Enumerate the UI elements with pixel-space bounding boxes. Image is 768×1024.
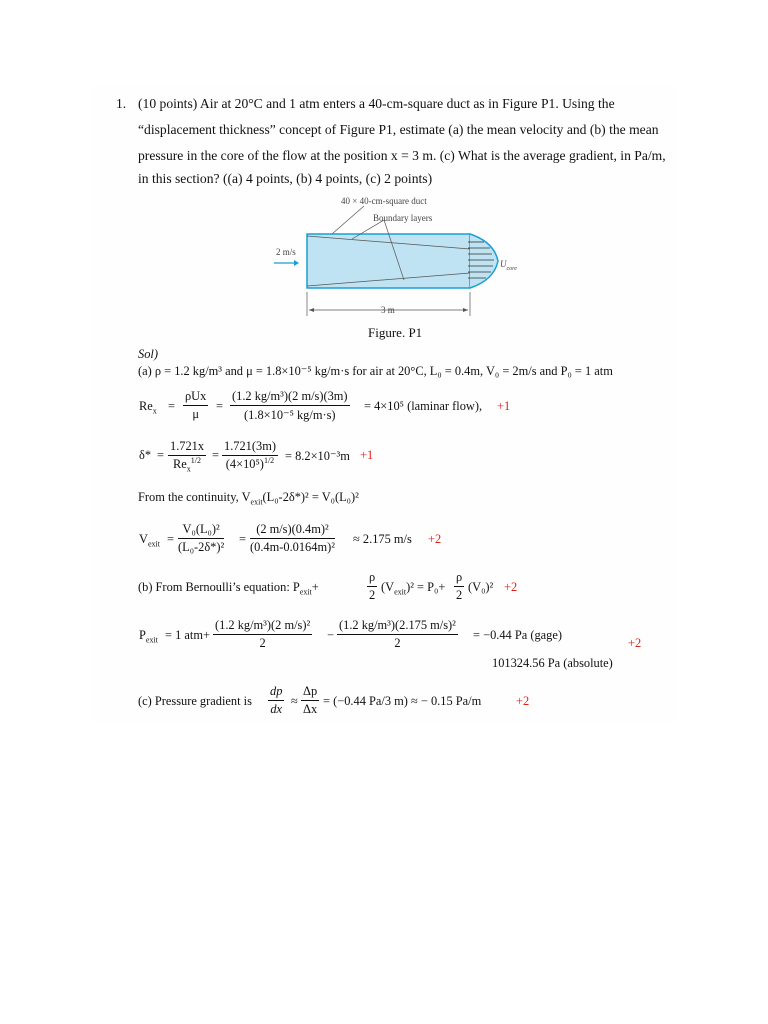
gradient-label: (c) Pressure gradient is xyxy=(138,694,252,708)
pexit-fraction-1: $\frac{\text{(1.2 kg/m³)(2 m/s)²}}{2}$ xyxy=(215,618,311,650)
delta-fraction-1: 1.721x $Re_x^{1/2}$ xyxy=(170,439,205,474)
delta-points: +1 xyxy=(360,448,374,462)
inlet-velocity-label: 2 m/s xyxy=(276,247,296,257)
delta-fraction-2: $\frac{1.721(3m)}{(4\times 10^5)^{1/2}}$ xyxy=(224,439,276,471)
duct-label: 40 × 40-cm-square duct xyxy=(341,196,427,206)
re-symbol: Re xyxy=(139,399,153,413)
re-points: +1 xyxy=(497,399,511,413)
bernoulli-rho-half-1: $\frac{\rho}{2}$ xyxy=(368,570,376,602)
continuity-line: From the continuity, $V_{exit}(L_0-2\delta*)^2 = V_0(L_0)^2$ xyxy=(138,490,359,507)
core-velocity-label: U xyxy=(500,259,507,269)
pexit-points: +2 xyxy=(628,636,642,650)
delta-result: = 8.2×10⁻³m xyxy=(285,449,350,463)
vexit-result: ≈ 2.175 m/s xyxy=(353,532,412,546)
duct-figure xyxy=(272,192,534,320)
pexit-result: = −0.44 Pa (gage) xyxy=(473,628,562,642)
vexit-fraction-1: $\frac{\text{V₀(L₀)²}}{\text{(L₀-2δ*)²}}$ xyxy=(178,522,225,554)
gradient-fraction-1: $\frac{dp}{dx}$ xyxy=(270,684,283,716)
pexit-symbol: P xyxy=(139,628,146,642)
length-label: 3 m xyxy=(381,305,395,315)
bernoulli-points: +2 xyxy=(504,580,518,594)
part-a-givens: (a) ρ = 1.2 kg/m³ and μ = 1.8×10⁻⁵ kg/m·s for air at 20°C, L₀ = 0.4m, V₀ = 2m/s and P₀ = 1 atm xyxy=(138,364,613,378)
problem-line-3: pressure in the core of the flow at the position x = 3 m. (c) What is the average gradient, in Pa/m, xyxy=(138,148,666,163)
vexit-symbol: V xyxy=(139,532,148,546)
re-fraction-1: ρUx μ xyxy=(185,389,207,421)
boundary-layer-label: Boundary layers xyxy=(373,213,433,223)
sol-label: Sol) xyxy=(138,347,158,361)
bernoulli-rho-half-2: $\frac{\rho}{2}$ xyxy=(455,570,463,602)
problem-line-2: “displacement thickness” concept of Figure P1, estimate (a) the mean velocity and (b) the mean xyxy=(138,122,659,137)
pexit-absolute: 101324.56 Pa (absolute) xyxy=(492,656,613,670)
pexit-fraction-2: $\frac{\text{(1.2 kg/m³)(2.175 m/s)²}}{2}$ xyxy=(339,618,456,650)
gradient-fraction-2: $\frac{\Delta p}{\Delta x}$ xyxy=(303,684,318,716)
problem-line-4: in this section? ((a) 4 points, (b) 4 points, (c) 2 points) xyxy=(138,171,433,186)
re-result: = 4×10⁵ (laminar flow), xyxy=(364,399,483,413)
bernoulli-line: (b) From Bernoulli’s equation: $P_{exit}+$ xyxy=(138,580,319,597)
vexit-points: +2 xyxy=(428,532,442,546)
re-fraction-2: $\frac{\text{(1.2 kg/m³)(2 m/s)(3m)}}{\text{(1.8×10⁻⁵ kg/m·s)}}$ xyxy=(232,389,348,422)
vexit-fraction-2: $\frac{\text{(2 m/s)(0.4m)²}}{\text{(0.4m-0.0164m)²}}$ xyxy=(250,522,335,554)
delta-symbol: δ* xyxy=(139,448,152,462)
problem-line-1: (10 points) Air at 20°C and 1 atm enters a 40-cm-square duct as in Figure P1. Using the xyxy=(138,96,615,111)
figure-caption: Figure. P1 xyxy=(368,325,423,340)
problem-number: 1. xyxy=(116,96,127,111)
gradient-points: +2 xyxy=(516,694,530,708)
gradient-result: = (−0.44 Pa/3 m) ≈ − 0.15 Pa/m xyxy=(323,694,482,708)
